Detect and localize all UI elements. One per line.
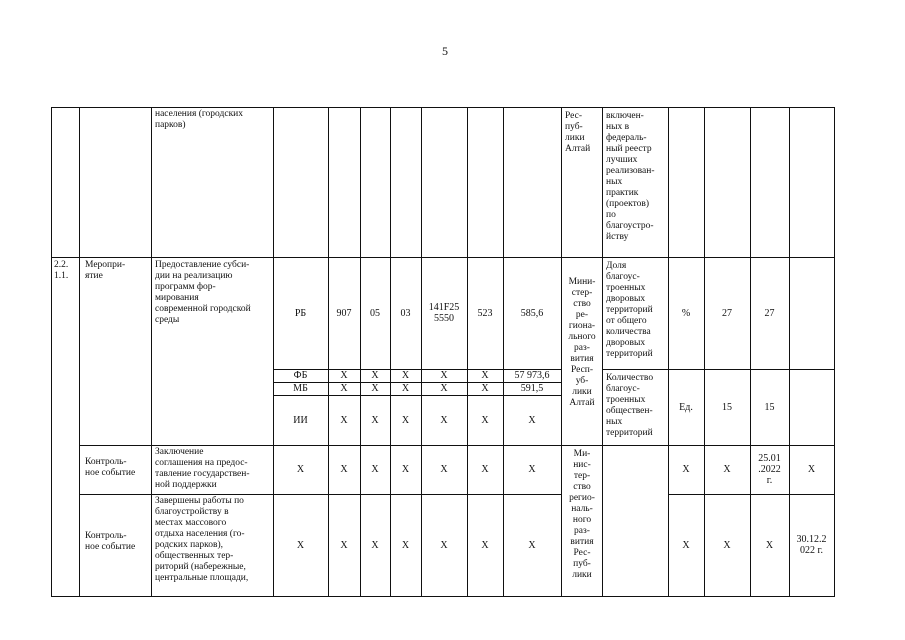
row3-mark-6: Х [481,539,489,551]
rb-grbs: 907 [336,307,352,319]
row3-type: Контроль- ное событие [85,531,136,552]
row0-event-tail: населения (городских парков) [155,109,244,130]
row3-mark-2: Х [340,539,348,551]
row2-executor: Ми- нис- тер- ство регио- наль- ного раз- вития Рес- пуб- лики [569,449,595,580]
row3-date-end: 30.12.2 022 г. [796,534,827,556]
row3-mark-5: Х [440,539,448,551]
rb-pr: 03 [400,307,411,319]
fb-csr: Х [440,370,448,381]
col-left [51,107,52,597]
indicator-1-value-2: 27 [764,307,775,319]
src-mb: МБ [293,383,308,394]
row1-executor: Мини- стер- ство ре- гиона- льного раз- вития Респ- уб- лики Алтай [568,277,596,408]
row3-mark-3: Х [371,539,379,551]
indicator-2-unit: Ед. [679,401,693,413]
rule-top [51,107,835,108]
mb-rz: Х [371,383,379,394]
indicator-1-value-1: 27 [722,307,732,319]
rb-rz: 05 [370,307,380,319]
row3-unit: Х [682,539,690,551]
program-table [51,107,835,597]
rb-vr: 523 [477,307,493,319]
row2-mark-5: Х [440,464,448,475]
ii-rz: Х [371,414,379,426]
indicator-1-name: Доля благоус- троенных дворовых территорий от общего количества дворовых территорий [606,261,653,359]
src-rb: РБ [294,307,307,319]
fb-vr: Х [481,370,489,381]
col-right [834,107,835,597]
ii-grbs: Х [340,414,348,426]
row2-mark-3: Х [371,464,379,475]
fb-rz: Х [371,370,379,381]
col-num-end [79,107,80,597]
row2-type: Контроль- ное событие [85,457,136,478]
row3-value-2: Х [765,539,774,551]
src-ii: ИИ [293,414,308,426]
col-type-end [151,107,152,597]
page-number: 5 [442,44,448,58]
row3-value-1: Х [723,539,731,551]
indicator-1-unit: % [681,307,691,319]
row2-mark-6: Х [481,464,489,475]
src-fb: ФБ [293,370,308,381]
rule-bottom [51,596,835,597]
row2-value-1: Х [723,464,731,475]
row2-mark-1: Х [296,464,305,475]
row1-type: Меропри- ятие [85,260,126,281]
col-exec-end [602,107,603,597]
row3-mark-7: Х [528,539,536,551]
indicator-2-name: Количество благоус- троенных обществен- ных территорий [606,373,654,438]
row3-name: Завершены работы по благоустройству в местах массового отдыха населения (го- родских парков), общественных тер- риторий (набережные, центральные площади, [155,496,249,583]
row3-mark-4: Х [401,539,410,551]
fb-pr: Х [401,370,410,381]
row2-mark-4: Х [401,464,410,475]
mb-pr: Х [401,383,410,394]
row2-date-end: Х [807,464,816,475]
row3-mark-1: Х [296,539,305,551]
mb-amount: 591,5 [520,383,544,394]
mb-grbs: Х [340,383,348,394]
row2-mark-7: Х [528,464,536,475]
ii-pr: Х [401,414,410,426]
mb-vr: Х [481,383,489,394]
row2-mark-2: Х [340,464,348,475]
rb-amount: 585,6 [520,307,544,319]
row1-name: Предоставление субси- дии на реализацию программ фор- мирования современной городской среды [155,260,251,325]
indicator-2-value-2: 15 [764,401,775,413]
row1-number: 2.2. 1.1. [54,260,69,281]
ii-amount: Х [528,414,536,426]
row2-unit: Х [682,464,690,475]
mb-csr: Х [440,383,448,394]
indicator-2-value-1: 15 [722,401,732,413]
row2-date-start: 25.01 .2022 г. [758,453,781,486]
row0-indicator-tail: включен- ных в федераль- ный реестр лучших реализован- ных практик (проектов) по благоустро- йству [606,111,655,242]
rb-csr: 141F25 5550 [428,302,460,324]
row2-name: Заключение соглашения на предос- тавление государствен- ной поддержки [155,447,250,490]
fb-grbs: Х [340,370,348,381]
row0-executor-tail: Рес- пуб- лики Алтай [565,111,591,154]
ii-csr: Х [440,414,448,426]
fb-amount: 57 973,6 [514,370,550,381]
ii-vr: Х [481,414,489,426]
